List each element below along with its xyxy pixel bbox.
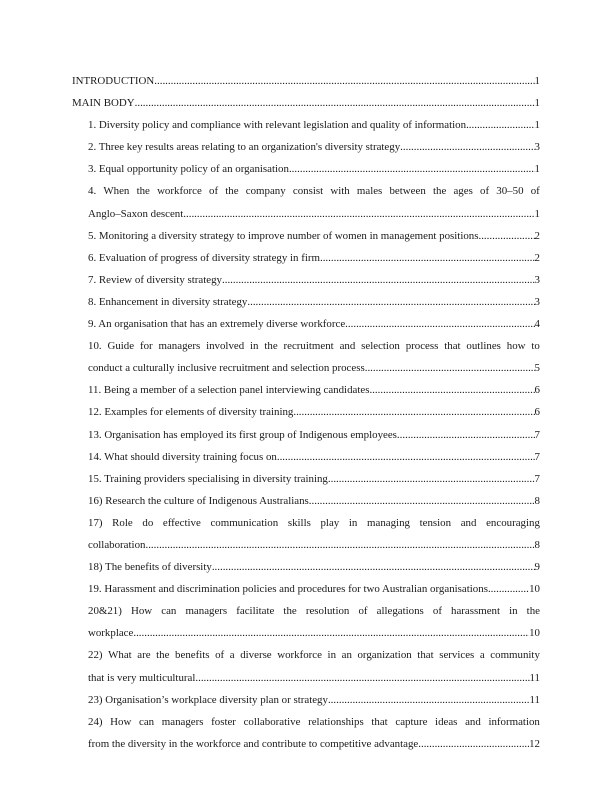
- toc-entry-title: 23) Organisation’s workplace diversity plan or strategy: [88, 693, 328, 706]
- toc-entry-11[interactable]: [88, 379, 540, 401]
- toc-entry-14[interactable]: [88, 446, 540, 468]
- toc-entry-word: managing: [367, 516, 410, 529]
- toc-page-number: 9: [534, 561, 540, 574]
- toc-entry-8[interactable]: [88, 291, 540, 313]
- toc-leader-dots: [369, 379, 534, 401]
- toc-leader-dots: [247, 291, 534, 313]
- toc-entry-word: a: [229, 649, 235, 662]
- toc-page-number: 4: [534, 318, 540, 331]
- toc-entry-24[interactable]: [88, 711, 540, 755]
- toc-entry-3[interactable]: [88, 158, 540, 180]
- toc-entry-word: 10.: [88, 340, 102, 353]
- toc-entry-word: managers: [185, 605, 228, 618]
- toc-entry-12[interactable]: [88, 401, 540, 423]
- toc-leader-dots: [397, 424, 535, 446]
- toc-entry-word: relationships: [308, 715, 364, 728]
- toc-entry-word: play: [320, 516, 340, 529]
- toc-entry-23[interactable]: [88, 689, 540, 711]
- toc-entry-title: 3. Equal opportunity policy of an organisation: [88, 163, 289, 176]
- toc-entry-20-21[interactable]: [88, 600, 540, 644]
- toc-entry-word: the: [526, 605, 540, 618]
- toc-entry-word: 22): [88, 649, 103, 662]
- toc-entry-main-body[interactable]: [72, 92, 540, 114]
- toc-page-number: 12: [529, 737, 540, 750]
- toc-entry-word: the: [156, 649, 170, 662]
- toc-entry-7[interactable]: [88, 269, 540, 291]
- toc-entry-word: in: [348, 516, 358, 529]
- toc-entry-first-line: [88, 711, 540, 733]
- toc-leader-dots: [345, 313, 534, 335]
- toc-entry-word: of: [358, 605, 368, 618]
- toc-entry-5[interactable]: [88, 225, 540, 247]
- toc-entry-word: diverse: [240, 649, 272, 662]
- toc-leader-dots: [133, 622, 529, 644]
- toc-entry-word: the: [283, 605, 297, 618]
- toc-entry-title: 18) The benefits of diversity: [88, 561, 212, 574]
- toc-entry-word: that: [444, 340, 461, 353]
- toc-entry-word: allegations: [376, 605, 424, 618]
- toc-entry-word: community: [490, 649, 540, 662]
- toc-entry-2[interactable]: [88, 136, 540, 158]
- toc-leader-dots: [309, 490, 535, 512]
- toc-entry-word: information: [488, 715, 540, 728]
- toc-entry-17[interactable]: [88, 512, 540, 556]
- toc-entry-word: foster: [211, 715, 236, 728]
- toc-page-number: 8: [534, 538, 540, 551]
- toc-entry-word: encouraging: [486, 516, 540, 529]
- toc-entry-title: 12. Examples for elements of diversity training: [88, 406, 294, 419]
- toc-entry-word: benefits: [175, 649, 210, 662]
- toc-entry-introduction[interactable]: [72, 70, 540, 92]
- toc-entry-title: from the diversity in the workforce and contribute to competitive advantage: [88, 737, 419, 750]
- toc-entry-word: can: [161, 605, 177, 618]
- toc-entry-word: capture: [395, 715, 428, 728]
- toc-entry-word: males: [356, 185, 383, 198]
- toc-leader-dots: [466, 114, 534, 136]
- toc-leader-dots: [328, 689, 530, 711]
- toc-entry-word: How: [110, 715, 132, 728]
- toc-entry-word: effective: [162, 516, 201, 529]
- toc-entry-word: 20&21): [88, 605, 122, 618]
- toc-leader-dots: [183, 203, 534, 225]
- toc-entry-word: 30–50: [496, 185, 524, 198]
- toc-entry-title: 15. Training providers specialising in diversity training: [88, 472, 328, 485]
- toc-entry-title: 2. Three key results areas relating to an organization's diversity strategy: [88, 141, 401, 154]
- toc-entry-word: tension: [419, 516, 452, 529]
- toc-entry-word: facilitate: [236, 605, 275, 618]
- toc-entry-word: 24): [88, 715, 103, 728]
- toc-entry-word: recruitment: [283, 340, 334, 353]
- toc-page-number: 10: [529, 583, 540, 596]
- toc-page-number: 6: [534, 406, 540, 419]
- toc-page-number: 1: [534, 119, 540, 132]
- toc-leader-dots: [135, 92, 535, 114]
- toc-page-number: 11: [529, 693, 540, 706]
- toc-page-number: 2: [534, 251, 540, 264]
- toc-entry-title: conduct a culturally inclusive recruitment and selection process: [88, 362, 365, 375]
- toc-entry-word: 4.: [88, 185, 97, 198]
- toc-entry-word: in: [327, 649, 337, 662]
- toc-entry-word: What: [108, 649, 132, 662]
- toc-entry-word: How: [130, 605, 153, 618]
- toc-entry-13[interactable]: [88, 424, 540, 446]
- toc-entry-word: ideas: [435, 715, 458, 728]
- toc-entry-first-line: [88, 644, 540, 666]
- toc-entry-title: 1. Diversity policy and compliance with relevant legislation and quality of information: [88, 119, 467, 132]
- toc-entry-word: process: [405, 340, 439, 353]
- toc-entry-title: workplace: [88, 627, 134, 640]
- toc-entry-title: collaboration: [88, 538, 146, 551]
- toc-entry-word: workforce: [277, 649, 322, 662]
- toc-entry-10[interactable]: [88, 335, 540, 379]
- toc-page-number: 7: [534, 450, 540, 463]
- toc-page-number: 1: [534, 163, 540, 176]
- toc-page-number: 7: [534, 428, 540, 441]
- toc-entry-title: 13. Organisation has employed its first group of Indigenous employees: [88, 428, 397, 441]
- toc-entry-title: 19. Harassment and discrimination policies and procedures for two Australian organisations: [88, 583, 488, 596]
- table-of-contents: [72, 70, 540, 755]
- toc-page-number: 3: [534, 141, 540, 154]
- toc-leader-dots: [277, 446, 535, 468]
- toc-entry-word: and: [339, 340, 356, 353]
- toc-entry-word: how: [506, 340, 526, 353]
- toc-page-number: 10: [529, 627, 540, 640]
- toc-entry-word: of: [209, 185, 219, 198]
- toc-entry-word: the: [432, 185, 447, 198]
- toc-leader-dots: [145, 534, 534, 556]
- toc-entry-16[interactable]: [88, 490, 540, 512]
- toc-page-number: 3: [534, 295, 540, 308]
- toc-entry-word: in: [509, 605, 518, 618]
- toc-entry-9[interactable]: [88, 313, 540, 335]
- toc-entry-word: to: [531, 340, 540, 353]
- toc-entry-word: the: [136, 185, 150, 198]
- toc-leader-dots: [328, 468, 535, 490]
- toc-page-number: 2: [534, 229, 540, 242]
- toc-entry-word: of: [215, 649, 225, 662]
- toc-entry-word: Role: [112, 516, 133, 529]
- toc-leader-dots: [365, 357, 535, 379]
- toc-entry-word: ages: [453, 185, 473, 198]
- toc-entry-word: of: [432, 605, 442, 618]
- toc-entry-first-line: [88, 512, 540, 534]
- toc-page-number: 1: [534, 75, 540, 87]
- toc-entry-title: 6. Evaluation of progress of diversity strategy in firm: [88, 251, 320, 264]
- toc-leader-dots: [478, 225, 534, 247]
- toc-entry-title: 14. What should diversity training focus on: [88, 450, 277, 463]
- toc-leader-dots: [289, 158, 535, 180]
- toc-leader-dots: [418, 733, 529, 755]
- toc-entry-word: that: [371, 715, 388, 728]
- toc-entry-word: resolution: [305, 605, 350, 618]
- toc-leader-dots: [400, 136, 534, 158]
- toc-entry-word: managers: [158, 340, 201, 353]
- toc-entry-word: collaborative: [243, 715, 301, 728]
- toc-page-number: 1: [534, 207, 540, 220]
- toc-entry-title: 5. Monitoring a diversity strategy to improve number of women in management positions: [88, 229, 479, 242]
- toc-entry-word: selection: [361, 340, 400, 353]
- toc-page-number: 5: [534, 362, 540, 375]
- toc-entry-4[interactable]: [88, 180, 540, 224]
- toc-entry-word: of: [530, 185, 540, 198]
- toc-entry-word: Guide: [107, 340, 135, 353]
- toc-entry-title: that is very multicultural: [88, 671, 196, 684]
- toc-leader-dots: [222, 269, 535, 291]
- toc-leader-dots: [212, 556, 535, 578]
- toc-entry-word: workforce: [157, 185, 202, 198]
- toc-entry-word: can: [139, 715, 155, 728]
- toc-entry-first-line: [88, 600, 540, 622]
- toc-entry-word: skills: [287, 516, 311, 529]
- toc-entry-19[interactable]: [88, 578, 540, 600]
- toc-entry-word: communication: [210, 516, 279, 529]
- toc-entry-word: harassment: [451, 605, 501, 618]
- toc-entry-word: for: [139, 340, 153, 353]
- toc-entry-word: services: [439, 649, 475, 662]
- toc-entry-title: 9. An organisation that has an extremely diverse workforce: [88, 318, 346, 331]
- toc-entry-word: a: [479, 649, 485, 662]
- toc-page-number: 11: [529, 671, 540, 684]
- toc-page-number: 3: [534, 273, 540, 286]
- toc-entry-word: and: [460, 516, 477, 529]
- toc-leader-dots: [488, 578, 529, 600]
- toc-entry-22[interactable]: [88, 644, 540, 688]
- toc-entry-word: are: [137, 649, 151, 662]
- toc-entry-title: Anglo–Saxon descent: [88, 207, 184, 220]
- toc-entry-6[interactable]: [88, 247, 540, 269]
- toc-leader-dots: [293, 401, 534, 423]
- toc-entry-title: 8. Enhancement in diversity strategy: [88, 295, 248, 308]
- toc-entry-word: that: [417, 649, 434, 662]
- toc-entry-word: When: [103, 185, 130, 198]
- toc-entry-word: 17): [88, 516, 103, 529]
- toc-entry-title: INTRODUCTION: [72, 75, 155, 87]
- toc-entry-title: 16) Research the culture of Indigenous Australians: [88, 494, 309, 507]
- toc-entry-1[interactable]: [88, 114, 540, 136]
- toc-entry-word: in: [250, 340, 259, 353]
- toc-entry-title: 11. Being a member of a selection panel interviewing candidates: [88, 384, 370, 397]
- toc-entry-word: and: [465, 715, 481, 728]
- toc-page-number: 1: [534, 97, 540, 110]
- toc-entry-first-line: [88, 180, 540, 202]
- toc-entry-first-line: [88, 335, 540, 357]
- toc-entry-18[interactable]: [88, 556, 540, 578]
- toc-leader-dots: [320, 247, 535, 269]
- toc-page-number: 6: [534, 384, 540, 397]
- toc-entry-word: company: [245, 185, 286, 198]
- toc-entry-word: consist: [292, 185, 324, 198]
- toc-leader-dots: [195, 667, 529, 689]
- toc-entry-15[interactable]: [88, 468, 540, 490]
- toc-page-number: 8: [534, 494, 540, 507]
- toc-page-number: 7: [534, 472, 540, 485]
- toc-entry-word: organization: [357, 649, 412, 662]
- toc-entry-word: managers: [161, 715, 204, 728]
- toc-leader-dots: [154, 70, 534, 92]
- toc-entry-word: the: [264, 340, 278, 353]
- toc-entry-word: outlines: [466, 340, 501, 353]
- toc-entry-title: MAIN BODY: [72, 97, 135, 110]
- toc-entry-word: with: [330, 185, 350, 198]
- toc-entry-word: of: [480, 185, 490, 198]
- toc-entry-title: 7. Review of diversity strategy: [88, 273, 222, 286]
- toc-entry-word: the: [225, 185, 239, 198]
- toc-entry-word: involved: [206, 340, 245, 353]
- toc-entry-word: an: [341, 649, 352, 662]
- toc-entry-word: between: [389, 185, 426, 198]
- toc-entry-word: do: [142, 516, 154, 529]
